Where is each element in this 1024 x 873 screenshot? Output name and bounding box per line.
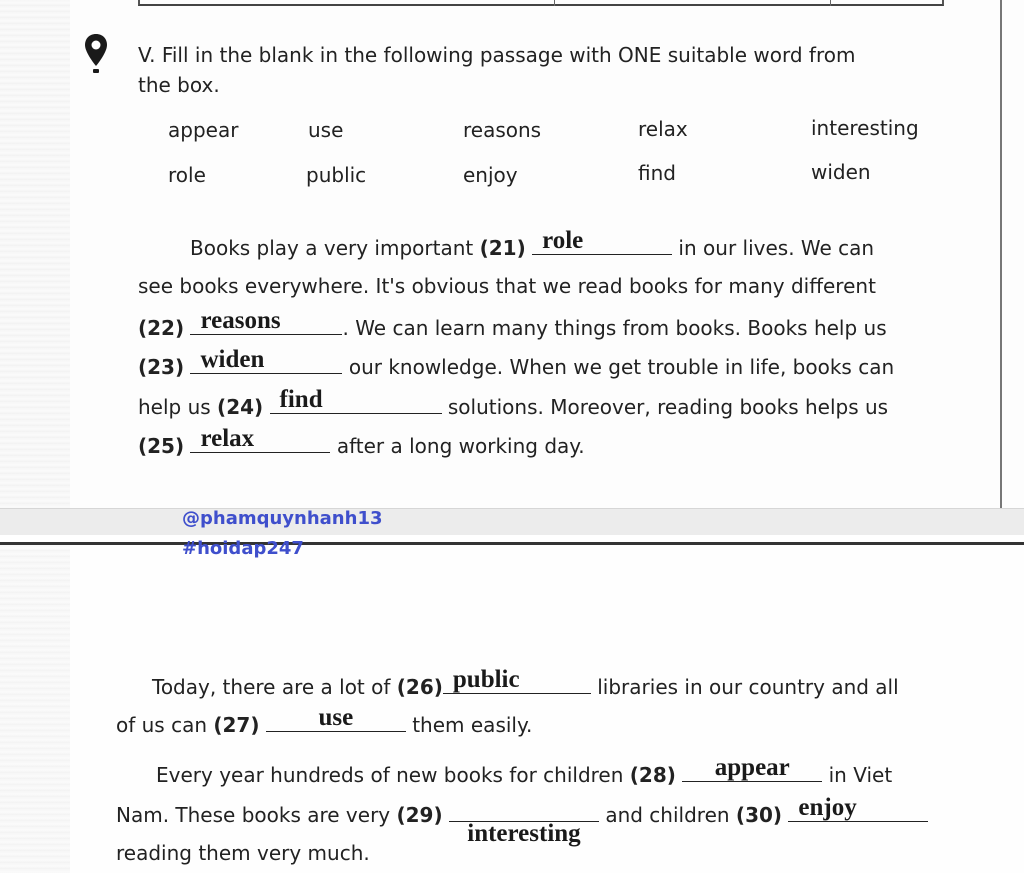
watermark-username: @phamquynhanh13: [182, 508, 383, 529]
word-box: [168, 112, 948, 202]
answer-29: interesting: [467, 820, 581, 847]
passage-text: Today, there are a lot of: [152, 675, 397, 699]
word-box-item: reasons: [463, 118, 542, 142]
passage-text: and children: [598, 803, 736, 827]
passage-line: [190, 227, 875, 260]
passage-line: [116, 794, 928, 847]
passage-line: [116, 704, 533, 737]
blank-number: (21): [479, 236, 526, 260]
blank-number: (27): [213, 713, 260, 737]
passage-text: Nam. These books are very: [116, 803, 397, 827]
passage-line: [138, 346, 895, 379]
passage-line: see books everywhere. It's obvious that we read books for many different: [138, 274, 876, 298]
answer-30: enjoy: [798, 794, 857, 821]
passage-line: [152, 666, 899, 699]
blank-25[interactable]: [190, 425, 330, 453]
word-box-item: relax: [638, 117, 688, 141]
passage-text: Every year hundreds of new books for children: [156, 763, 630, 787]
answer-24: find: [279, 386, 323, 413]
blank-24[interactable]: [270, 386, 442, 414]
scan-margin: [0, 0, 70, 508]
passage-text: solutions. Moreover, reading books helps us: [441, 395, 889, 419]
word-box-item: enjoy: [463, 163, 518, 187]
blank-26[interactable]: [443, 666, 591, 694]
passage-text: of us can: [116, 713, 214, 737]
passage-text: in Viet: [822, 763, 893, 787]
answer-21: role: [542, 227, 584, 254]
passage-line: [138, 425, 585, 458]
passage-text: Books play a very important: [190, 236, 480, 260]
answer-23: widen: [200, 346, 265, 373]
answer-25: relax: [200, 425, 255, 452]
passage-text: help us: [138, 395, 218, 419]
word-box-item: appear: [168, 118, 239, 142]
watermark-hashtag: #hoidap247: [182, 538, 304, 559]
page-gap: [0, 508, 1024, 535]
heading-line-1: V. Fill in the blank in the following passage with ONE suitable word from: [138, 43, 856, 67]
blank-23[interactable]: [190, 346, 342, 374]
answer-26: public: [452, 666, 520, 693]
blank-30[interactable]: [788, 794, 928, 822]
passage-text: our knowledge. When we get trouble in life, books can: [342, 355, 895, 379]
heading-line-2: the box.: [138, 73, 220, 97]
word-box-item: role: [168, 163, 206, 187]
word-box-item: find: [638, 161, 676, 185]
blank-22[interactable]: [190, 307, 342, 335]
blank-number: (22): [138, 316, 185, 340]
previous-table-edge: [138, 0, 944, 6]
word-box-item: public: [306, 163, 367, 187]
blank-number: (29): [396, 803, 443, 827]
answer-27: use: [318, 704, 354, 731]
word-box-item: use: [308, 118, 344, 142]
blank-number: (25): [138, 434, 185, 458]
passage-text: them easily.: [405, 713, 533, 737]
blank-29[interactable]: [449, 801, 599, 847]
passage-text: after a long working day.: [330, 434, 585, 458]
word-box-item: interesting: [811, 116, 919, 140]
word-box-item: widen: [811, 160, 871, 184]
passage-line: reading them very much.: [116, 841, 370, 865]
blank-number: (28): [629, 763, 676, 787]
scan-margin: [0, 545, 70, 873]
passage-text: in our lives. We can: [672, 236, 875, 260]
answer-28: appear: [714, 754, 790, 781]
answer-22: reasons: [200, 307, 281, 334]
passage-line: [156, 754, 893, 787]
blank-27[interactable]: [266, 704, 406, 732]
right-border-rule: [1000, 0, 1002, 508]
passage-text: . We can learn many things from books. Books help us: [342, 316, 887, 340]
location-pin-icon: [84, 33, 108, 75]
passage-line: [138, 307, 887, 340]
exercise-heading: [138, 36, 948, 104]
blank-number: (23): [138, 355, 185, 379]
worksheet-page-bottom: [0, 545, 1024, 873]
blank-number: (26): [396, 675, 443, 699]
blank-number: (30): [735, 803, 783, 827]
blank-28[interactable]: [682, 754, 822, 782]
blank-number: (24): [217, 395, 264, 419]
passage-line: [138, 386, 889, 419]
blank-21[interactable]: [532, 227, 672, 255]
passage-text: libraries in our country and all: [590, 675, 899, 699]
